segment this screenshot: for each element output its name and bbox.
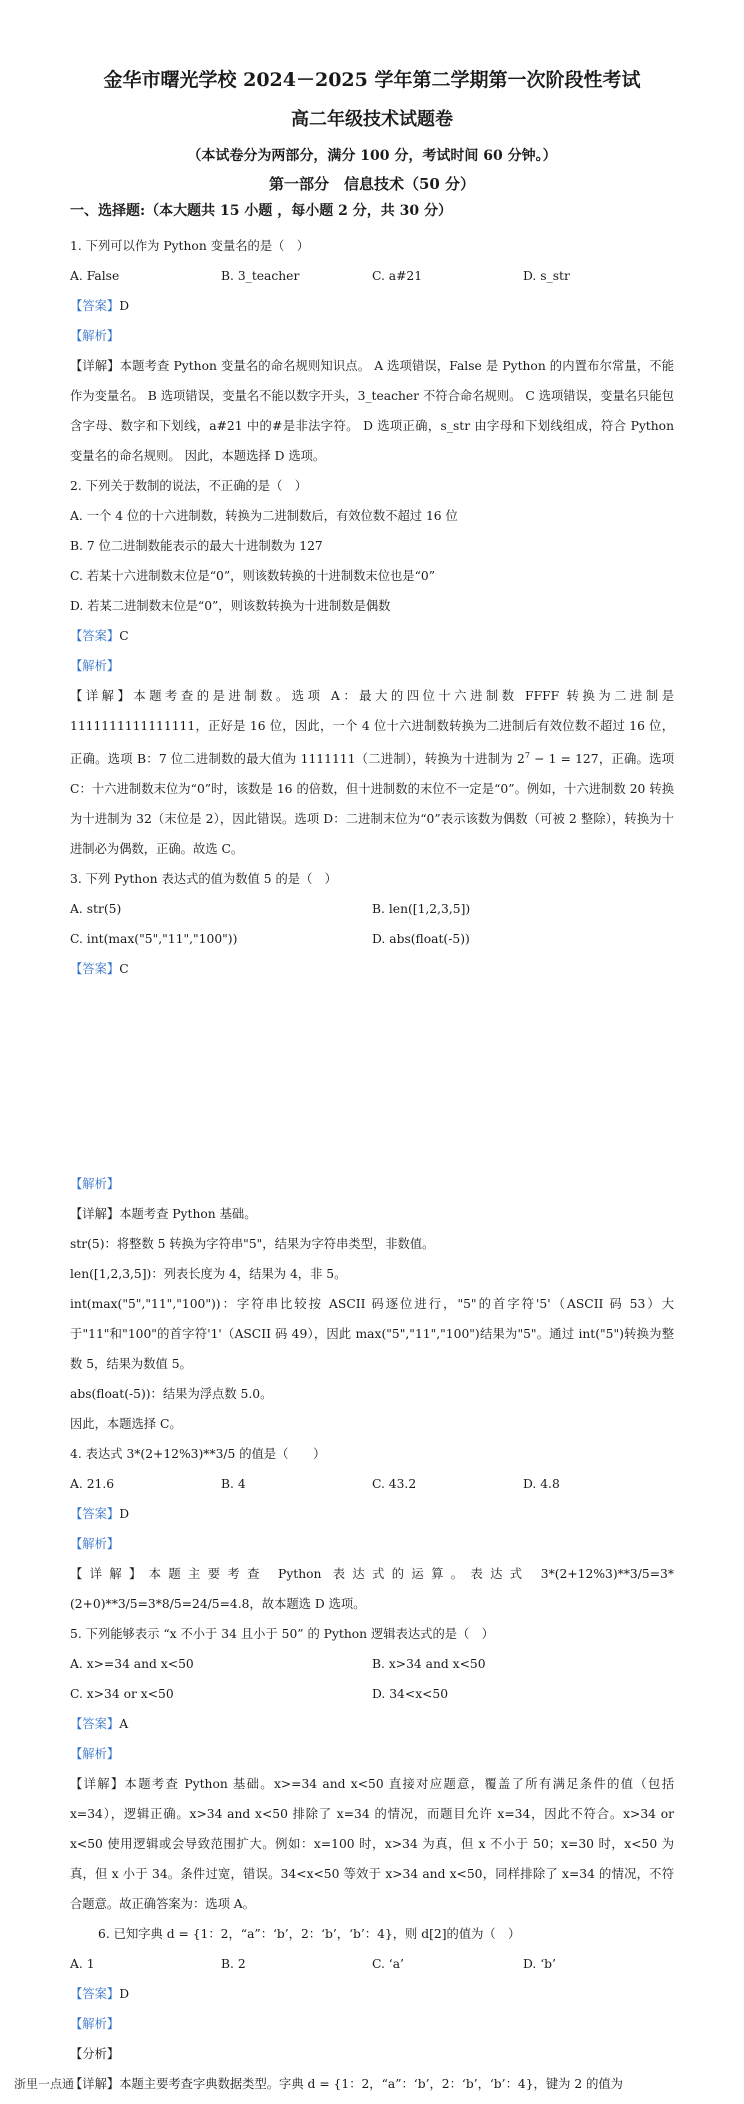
- q2-detail-e: 项 C：十六进制数末位为“0”时，该数是 16 的倍数，但十进制数的末位不一定是“0”。例如，十六进制数 20 转换为十进制为 32（末位是 2），因此错误。选项 D：二进制末位为“0”表示该数为偶数（可被 2 整除），转换为十进制必为偶数，正确。故选 C。: [70, 752, 674, 857]
- q3-option-a: A. str(5): [70, 902, 122, 917]
- q6-option-d: D. ‘b’: [523, 1957, 556, 1972]
- q3-stem: 3. 下列 Python 表达式的值为数值 5 的是（ ）: [70, 872, 337, 887]
- q4-analysis-label: 【解析】: [70, 1537, 120, 1552]
- q4-option-b: B. 4: [221, 1477, 246, 1492]
- q3-option-b: B. len([1,2,3,5]): [372, 902, 471, 917]
- q5-analysis-label: 【解析】: [70, 1747, 120, 1762]
- q2-detail-b: 1111111111111111，正好是 16 位，因此，一个 4 位十六进制数转换为二进制后有效位数不超过 16 位，: [70, 719, 674, 733]
- q5-option-d: D. 34<x<50: [372, 1687, 449, 1702]
- q2-detail-c: 正确。选项 B：7 位二进制数的最大值为 1111111（二进制），转换为十进制为: [70, 752, 513, 767]
- exam-title: 金华市曙光学校 2024－2025 学年第二学期第一次阶段性考试: [103, 69, 641, 91]
- q5-stem: 5. 下列能够表示 “x 不小于 34 且小于 50” 的 Python 逻辑表达式的是（ ）: [70, 1627, 494, 1642]
- part-heading: 第一部分 信息技术（50 分）: [268, 175, 476, 193]
- answer-label: 【答案】: [70, 1987, 120, 2002]
- q3-option-c: C. int(max("5","11","100")): [70, 932, 238, 947]
- q3-detail-head: 【详解】本题考查 Python 基础。: [70, 1207, 257, 1222]
- q2-detail: [70, 681, 674, 864]
- q2-option-a: A. 一个 4 位的十六进制数，转换为二进制数后，有效位数不超过 16 位: [70, 509, 458, 523]
- q6-analysis-label: 【解析】: [70, 2017, 120, 2032]
- q4-options: [70, 1469, 674, 1499]
- q5-answer-value: A: [119, 1717, 129, 1732]
- q2-stem: 2. 下列关于数制的说法，不正确的是（ ）: [70, 479, 307, 493]
- formula-rest: − 1 = 127: [534, 752, 599, 767]
- footer-watermark: 浙里一点通: [14, 2077, 75, 2091]
- q4-stem: 4. 表达式 3*(2+12%3)**3/5 的值是（ ）: [70, 1447, 326, 1462]
- q6-detail: 【详解】本题主要考查字典数据类型。字典 d = {1：2，“a”：‘b’，2：‘b’，‘b’：4}，键为 2 的值为: [70, 2077, 623, 2092]
- q2-option-d: D. 若某二进制数末位是“0”，则该数转换为十进制数是偶数: [70, 599, 391, 613]
- q6-stem: 6. 已知字典 d = {1：2，“a”：‘b’，2：‘b’，‘b’：4}，则 d[2]的值为（ ）: [98, 1927, 521, 1942]
- q2-detail-d: ，正确。选: [598, 752, 662, 767]
- q5-detail: 【详解】本题考查 Python 基础。x>=34 and x<50 直接对应题意，覆盖了所有满足条件的值（包括 x=34），逻辑正确。x>34 and x<50 排除了 x=34 的情况，而题目允许 x=34，因此不符合。x>34 or x<50 使用逻辑或会导致范围扩大。例如：x=100 时，x>34 为真，但 x 不小于 50；x=30 时，x<50 为真，但 x 小于 34。条件过宽，错误。34<x<50 等效于 x>34 and x<50，同样排除了 x=34 的情况，不符合题意。故正确答案为：选项 A。: [70, 1777, 674, 1912]
- q4-option-d: D. 4.8: [523, 1477, 560, 1492]
- q4-option-a: A. 21.6: [70, 1477, 115, 1492]
- q3-option-d: D. abs(float(-5)): [372, 932, 470, 947]
- q2-option-c: C. 若某十六进制数末位是“0”，则该数转换的十进制数末位也是“0”: [70, 569, 436, 583]
- section-heading: 一、选择题:（本大题共 15 小题 ，每小题 2 分，共 30 分）: [70, 203, 452, 219]
- q1-options: [70, 261, 674, 291]
- q2-formula: [517, 752, 599, 766]
- q4-answer: [70, 1499, 674, 1529]
- q1-answer: [70, 291, 674, 321]
- exam-note: （本试卷分为两部分，满分 100 分，考试时间 60 分钟。）: [187, 148, 557, 164]
- formula-exponent: 7: [524, 751, 530, 760]
- q3-detail-line2: len([1,2,3,5])：列表长度为 4，结果为 4，非 5。: [70, 1267, 347, 1282]
- q4-detail: 【详解】本题主要考查 Python 表达式的运算。表达式 3*(2+12%3)**3/5=3*(2+0)**3/5=3*8/5=24/5=4.8，故本题选 D 选项。: [70, 1567, 674, 1612]
- q5-options-row1: [70, 1649, 674, 1679]
- answer-label: 【答案】: [70, 629, 120, 643]
- q4-option-c: C. 43.2: [372, 1477, 417, 1492]
- q2-option-b: B. 7 位二进制数能表示的最大十进制数为 127: [70, 539, 323, 553]
- q5-options-row2: [70, 1679, 674, 1709]
- q3-detail-line1: str(5)：将整数 5 转换为字符串"5"，结果为字符串类型，非数值。: [70, 1237, 435, 1252]
- q3-analysis-label: 【解析】: [70, 1177, 120, 1192]
- blank-space: [70, 984, 674, 1169]
- q1-detail: 【详解】本题考查 Python 变量名的命名规则知识点。 A 选项错误，False 是 Python 的内置布尔常量，不能作为变量名。 B 选项错误，变量名不能以数字开头，3_teacher 不符合命名规则。 C 选项错误，变量名只能包含字母、数字和下划线，a#21 中的#是非法字符。 D 选项正确，s_str 由字母和下划线组成，符合 Python 变量名的命名规则。 因此，本题选择 D 选项。: [70, 359, 674, 463]
- q4-answer-value: D: [119, 1507, 130, 1522]
- answer-label: 【答案】: [70, 1507, 120, 1522]
- q5-option-c: C. x>34 or x<50: [70, 1687, 174, 1702]
- q6-answer: [70, 1979, 674, 2009]
- formula-base: 2: [517, 752, 525, 767]
- q2-analysis-label: 【解析】: [70, 659, 120, 673]
- q1-option-a: A. False: [70, 269, 120, 283]
- q3-detail-line4: abs(float(-5))：结果为浮点数 5.0。: [70, 1387, 273, 1402]
- q3-options-row2: [70, 924, 674, 954]
- q3-detail-line3: int(max("5","11","100"))：字符串比较按 ASCII 码逐位进行，"5"的首字符'5'（ASCII 码 53）大于"11"和"100"的首字符'1'（ASCII 码 49），因此 max("5","11","100")结果为"5"。通过 int("5")转换为整数 5，结果为数值 5。: [70, 1297, 674, 1372]
- answer-label: 【答案】: [70, 962, 120, 977]
- q6-fenxi-label: 【分析】: [70, 2047, 120, 2062]
- q3-options-row1: [70, 894, 674, 924]
- q1-answer-value: D: [119, 299, 130, 313]
- q3-answer: [70, 954, 674, 984]
- q6-option-c: C. ‘a’: [372, 1957, 404, 1972]
- answer-label: 【答案】: [70, 299, 120, 313]
- q1-stem: 1. 下列可以作为 Python 变量名的是（ ）: [70, 239, 310, 253]
- q5-option-a: A. x>=34 and x<50: [70, 1657, 194, 1672]
- question-list: [70, 231, 674, 2099]
- q6-options: [70, 1949, 674, 1979]
- exam-subtitle: 高二年级技术试题卷: [291, 109, 453, 130]
- q1-option-c: C. a#21: [372, 269, 423, 283]
- q6-option-b: B. 2: [221, 1957, 246, 1972]
- q5-option-b: B. x>34 and x<50: [372, 1657, 486, 1672]
- q3-answer-value: C: [119, 962, 129, 977]
- q6-answer-value: D: [119, 1987, 130, 2002]
- q2-answer-value: C: [119, 629, 129, 643]
- q1-option-b: B. 3_teacher: [221, 269, 300, 283]
- q3-detail-line5: 因此，本题选择 C。: [70, 1417, 182, 1432]
- q2-answer: [70, 621, 674, 651]
- q6-option-a: A. 1: [70, 1957, 95, 1972]
- q5-answer: [70, 1709, 674, 1739]
- q1-option-d: D. s_str: [523, 269, 570, 283]
- q1-analysis-label: 【解析】: [70, 329, 120, 343]
- answer-label: 【答案】: [70, 1717, 120, 1732]
- q2-detail-a: 【详解】本题考查的是进制数。选项 A：最大的四位十六进制数 FFFF 转换为二进制是: [70, 689, 674, 703]
